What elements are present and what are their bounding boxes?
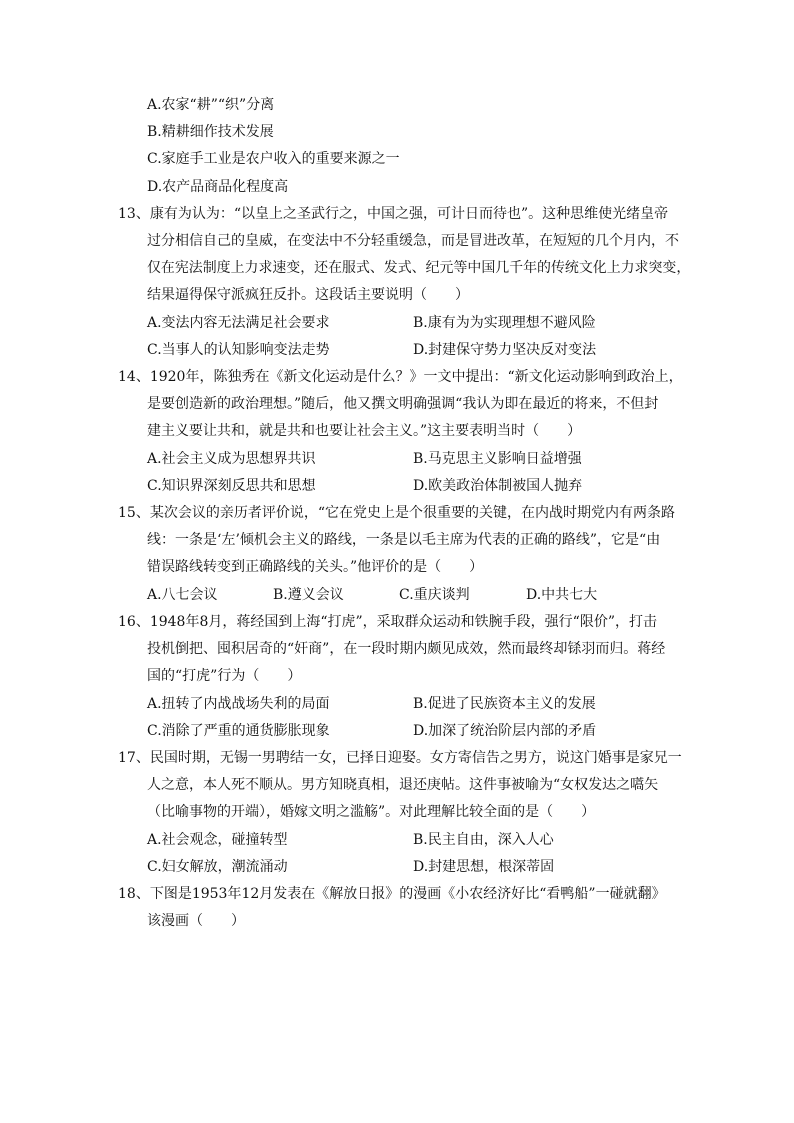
q16-line-2: 投机倒把、囤积居奇的“奸商”，在一段时期内颇见成效，然而最终却铩羽而归。蒋经 [147, 641, 666, 657]
q14-option-c: C.知识界深刻反思共和思想 [147, 478, 316, 494]
q15-line-1: 15、某次会议的亲历者评价说，“它在党史上是个很重要的关键，在内战时期党内有两条路 [118, 505, 675, 521]
q17-option-b: B.民主自由，深入人心 [413, 832, 554, 848]
q14-option-a: A.社会主义成为思想界共识 [147, 451, 316, 467]
q15-option-c: C.重庆谈判 [399, 587, 470, 603]
q18-line-1: 18、下图是1953年12月发表在《解放日报》的漫画《小农经济好比“看鸭船”一碰就翻》 [118, 886, 666, 902]
q13-option-d: D.封建保守势力坚决反对变法 [413, 342, 597, 358]
q14-option-b: B.马克思主义影响日益增强 [413, 451, 582, 467]
q16-option-b: B.促进了民族资本主义的发展 [413, 696, 596, 712]
q16-line-1: 16、1948年8月，蒋经国到上海“打虎”，采取群众运动和铁腕手段，强行“限价”，打击 [118, 614, 657, 630]
q17-option-d: D.封建思想，根深蒂固 [413, 859, 555, 875]
q13-line-4: 结果逼得保守派疯狂反扑。这段话主要说明（ ） [147, 287, 469, 303]
prev-option-b: B.精耕细作技术发展 [147, 124, 274, 140]
q15-line-2: 线：一条是‘左’倾机会主义的路线，一条是以毛主席为代表的正确的路线”，它是“由 [147, 532, 661, 548]
q16-option-a: A.扭转了内战战场失利的局面 [147, 696, 330, 712]
q13-option-a: A.变法内容无法满足社会要求 [147, 315, 330, 331]
q17-option-a: A.社会观念，碰撞转型 [147, 832, 288, 848]
q16-option-d: D.加深了统治阶层内部的矛盾 [413, 723, 597, 739]
q17-line-2: 人之意，本人死不顺从。男方知晓真相，退还庚帖。这件事被喻为“女权发达之嚆矢 [147, 777, 659, 793]
q14-line-3: 建主义要让共和，就是共和也要让社会主义。”这主要表明当时（ ） [147, 423, 582, 439]
q14-option-d: D.欧美政治体制被国人抛弃 [413, 478, 583, 494]
q13-line-2: 过分相信自己的皇威，在变法中不分轻重缓急，而是冒进改革，在短短的几个月内，不 [147, 233, 679, 249]
prev-option-d: D.农产品商品化程度高 [147, 179, 289, 195]
q15-option-a: A.八七会议 [147, 587, 218, 603]
prev-option-a: A.农家“耕”“织”分离 [147, 97, 275, 113]
q14-line-1: 14、1920年，陈独秀在《新文化运动是什么？》一文中提出：“新文化运动影响到政治上， [118, 369, 683, 385]
q15-option-b: B.遵义会议 [273, 587, 344, 603]
q13-option-b: B.康有为为实现理想不避风险 [413, 315, 596, 331]
q13-line-3: 仅在宪法制度上力求速变，还在服式、发式、纪元等中国几千年的传统文化上力求突变， [147, 260, 691, 276]
q18-line-2: 该漫画（ ） [147, 913, 245, 929]
q14-line-2: 是要创造新的政治理想。”随后，他又撰文明确强调“我认为即在最近的将来，不但封 [147, 396, 659, 412]
q17-line-3: （比喻事物的开端），婚嫁文明之滥觞”。对此理解比较全面的是（ ） [147, 804, 596, 820]
q15-option-d: D.中共七大 [526, 587, 598, 603]
q13-option-c: C.当事人的认知影响变法走势 [147, 342, 330, 358]
q16-line-3: 国的“打虎”行为（ ） [147, 668, 302, 684]
q17-option-c: C.妇女解放，潮流涌动 [147, 859, 288, 875]
q13-line-1: 13、康有为认为：“以皇上之圣武行之，中国之强，可计日而待也”。这种思维使光绪皇帝 [118, 206, 669, 222]
prev-option-c: C.家庭手工业是农户收入的重要来源之一 [147, 151, 400, 167]
q16-option-c: C.消除了严重的通货膨胀现象 [147, 723, 330, 739]
q17-line-1: 17、民国时期，无锡一男聘结一女，已择日迎娶。女方寄信告之男方，说这门婚事是家兄一 [118, 750, 682, 766]
q15-line-3: 错误路线转变到正确路线的关头。”他评价的是（ ） [147, 559, 484, 575]
